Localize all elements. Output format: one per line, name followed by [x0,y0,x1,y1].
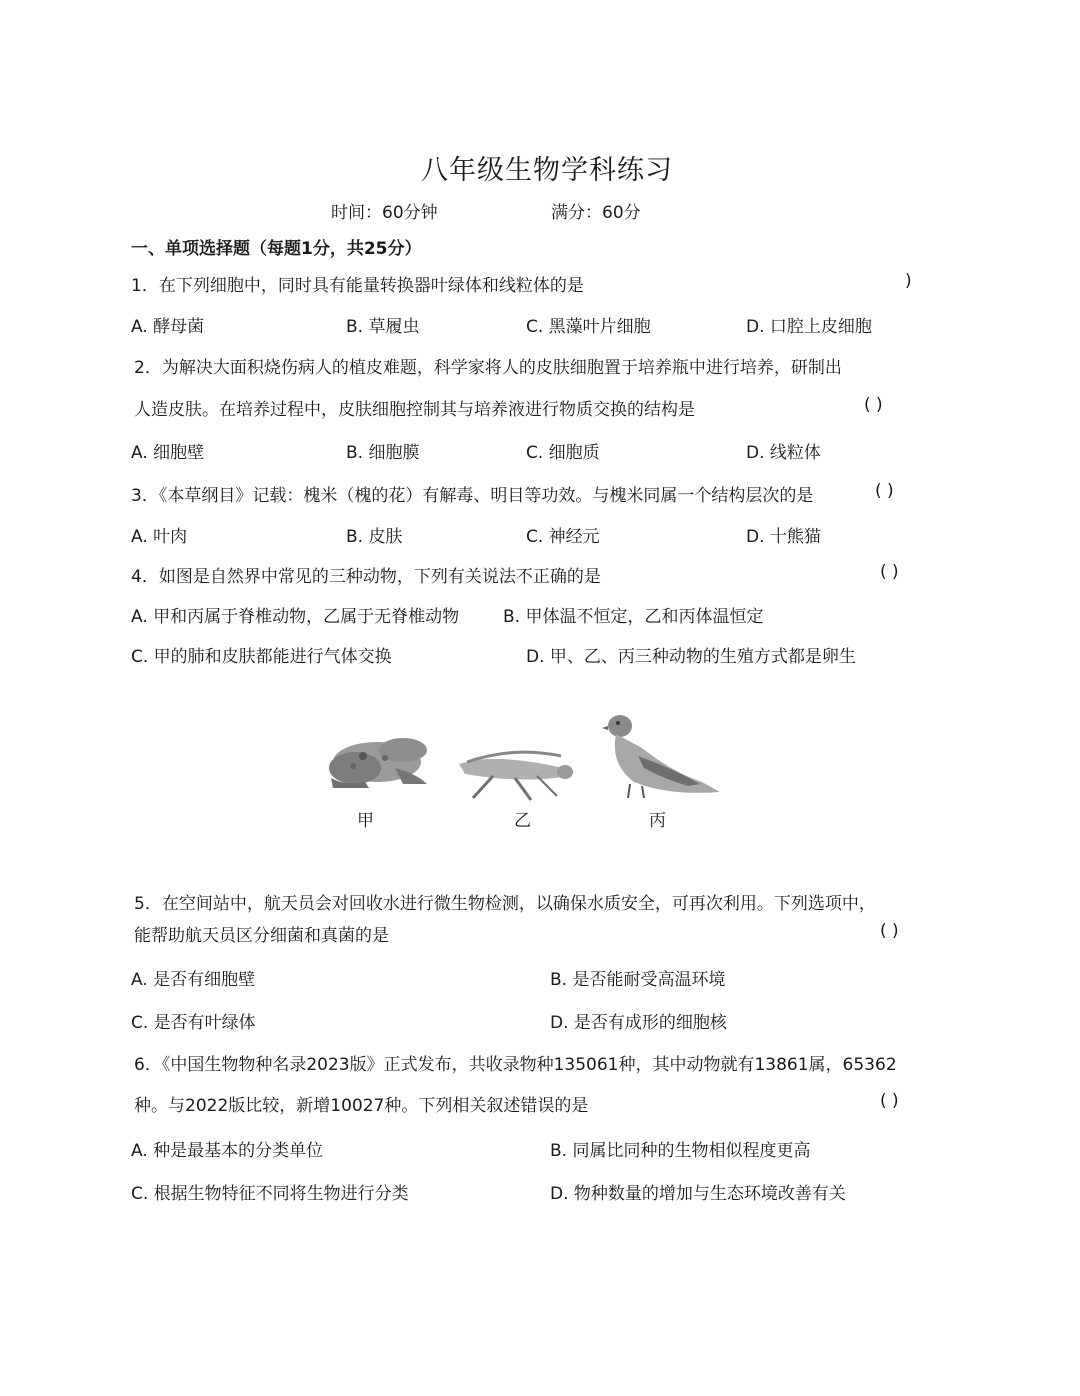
page-title: 八年级生物学科练习 [421,155,673,186]
question-5-option-a: A. 是否有细胞壁 [131,970,256,990]
question-6-stem-line-1: 6．《中国生物物种名录2023版》正式发布，共收录物种135061种，其中动物就有13861属，65362 [134,1055,897,1075]
question-1-option-b: B. 草履虫 [346,317,420,337]
question-5-option-c: C. 是否有叶绿体 [131,1013,256,1033]
figure-label-bing: 丙 [649,811,666,831]
question-2-answer-paren: ( ) [864,395,883,415]
question-6-option-d: D. 物种数量的增加与生态环境改善有关 [550,1184,846,1204]
question-5-option-d: D. 是否有成形的细胞核 [550,1013,727,1033]
question-3-stem: 3．《本草纲目》记载：槐米（槐的花）有解毒、明目等功效。与槐米同属一个结构层次的是 [131,486,814,506]
question-1-option-a: A. 酵母菌 [131,317,205,337]
question-2-stem-line-1: 2．为解决大面积烧伤病人的植皮难题，科学家将人的皮肤细胞置于培养瓶中进行培养，研制出 [134,358,842,378]
figure-label-jia: 甲 [357,811,374,831]
question-4-stem: 4．如图是自然界中常见的三种动物，下列有关说法不正确的是 [131,567,601,587]
question-1-option-d: D. 口腔上皮细胞 [746,317,872,337]
question-2-option-b: B. 细胞膜 [346,443,420,463]
frog-icon [325,728,433,790]
exam-time: 时间：60分钟 [331,203,438,223]
question-1-option-c: C. 黑藻叶片细胞 [526,317,651,337]
question-3-option-b: B. 皮肤 [346,527,403,547]
question-5-stem-line-2: 能帮助航天员区分细菌和真菌的是 [134,926,389,946]
grasshopper-icon [453,742,577,802]
question-4-option-a: A. 甲和丙属于脊椎动物，乙属于无脊椎动物 [131,607,460,627]
question-4-answer-paren: ( ) [880,562,899,582]
question-1-stem: 1．在下列细胞中，同时具有能量转换器叶绿体和线粒体的是 [131,276,584,296]
question-5-answer-paren: ( ) [880,921,899,941]
question-6-stem-line-2: 种。与2022版比较，新增10027种。下列相关叙述错误的是 [134,1096,589,1116]
question-3-option-c: C. 神经元 [526,527,600,547]
figure-label-yi: 乙 [514,811,531,831]
question-1-answer-paren: ) [905,271,912,291]
question-6-option-c: C. 根据生物特征不同将生物进行分类 [131,1184,409,1204]
question-4-option-b: B. 甲体温不恒定，乙和丙体温恒定 [503,607,764,627]
question-6-answer-paren: ( ) [880,1091,899,1111]
question-2-stem-line-2: 人造皮肤。在培养过程中，皮肤细胞控制其与培养液进行物质交换的结构是 [134,400,695,420]
question-6-option-b: B. 同属比同种的生物相似程度更高 [550,1141,811,1161]
question-4-option-d: D. 甲、乙、丙三种动物的生殖方式都是卵生 [526,647,856,667]
question-5-stem-line-1: 5．在空间站中，航天员会对回收水进行微生物检测，以确保水质安全，可再次利用。下列选项中， [134,894,876,914]
question-4-option-c: C. 甲的肺和皮肤都能进行气体交换 [131,647,392,667]
question-2-option-d: D. 线粒体 [746,443,821,463]
section-heading: 一、单项选择题（每题1分，共25分） [131,239,422,259]
question-6-option-a: A. 种是最基本的分类单位 [131,1141,324,1161]
question-3-option-d: D. 十熊猫 [746,527,821,547]
question-3-answer-paren: ( ) [875,481,894,501]
exam-score: 满分：60分 [551,203,641,223]
pigeon-icon [602,712,726,802]
question-2-option-c: C. 细胞质 [526,443,600,463]
question-5-option-b: B. 是否能耐受高温环境 [550,970,726,990]
question-3-option-a: A. 叶肉 [131,527,188,547]
question-2-option-a: A. 细胞壁 [131,443,205,463]
